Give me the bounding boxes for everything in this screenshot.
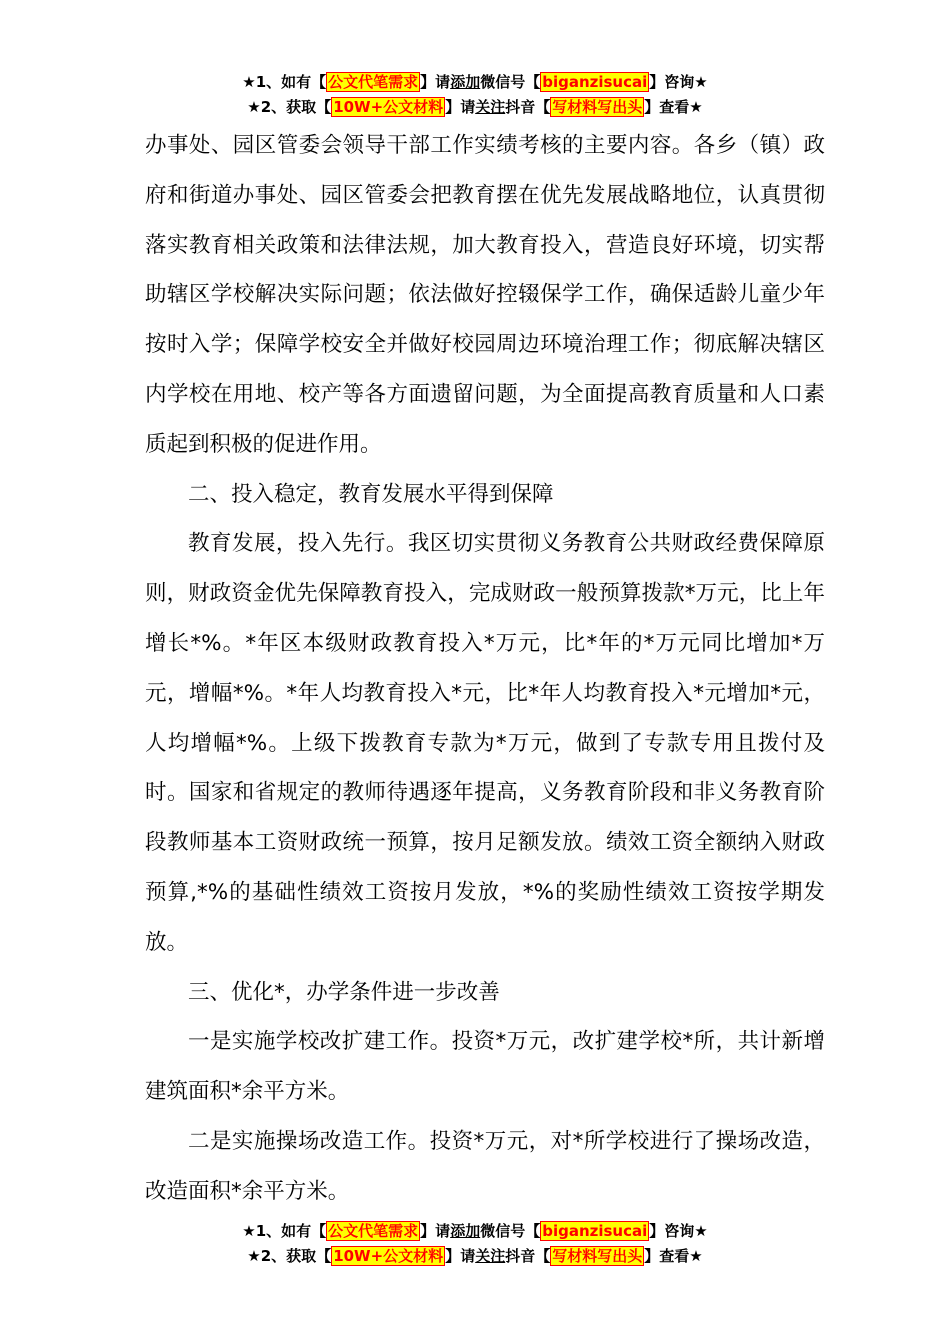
highlight-service: 公文代笔需求 [328, 73, 419, 91]
banner-text: 抖音【 [505, 1247, 551, 1265]
banner-text: 】查看★ [644, 98, 703, 116]
banner-text: 】请 [445, 98, 476, 116]
banner-text: 微信号【 [480, 73, 541, 91]
banner-text: 】请 [420, 73, 451, 91]
highlight-wechat-id: biganzisucai [542, 1222, 648, 1240]
section-heading: 二、投入稳定，教育发展水平得到保障 [188, 481, 554, 507]
highlight-materials: 10W+公文材料 [333, 98, 444, 116]
banner-text: 】查看★ [644, 1247, 703, 1265]
banner-text: 抖音【 [505, 98, 551, 116]
highlight-materials: 10W+公文材料 [333, 1247, 444, 1265]
banner-emphasis: 关注 [475, 98, 506, 116]
banner-text: 】咨询★ [649, 73, 708, 91]
banner-text: 】咨询★ [649, 1222, 708, 1240]
banner-text: 】请 [445, 1247, 476, 1265]
banner-line-1 [0, 70, 950, 95]
banner-text: ★1、如有【 [242, 73, 327, 91]
banner-line-1 [0, 1219, 950, 1244]
banner-text: ★2、获取【 [247, 98, 332, 116]
banner-text: 微信号【 [480, 1222, 541, 1240]
paragraph: 教育发展，投入先行。我区切实贯彻义务教育公共财政经费保障原则，财政资金优先保障教育投入，完成财政一般预算拨款*万元，比上年增长*%。*年区本级财政教育投入*万元，比*年的*万元同比增加*万元，增幅*%。*年人均教育投入*元，比*年人均教育投入*元增加*元，人均增幅*%。上级下拨教育专款为*万元，做到了专款专用且拨付及时。国家和省规定的教师待遇逐年提高，义务教育阶段和非义务教育阶段教师基本工资财政统一预算，按月足额发放。绩效工资全额纳入财政预算,*%的基础性绩效工资按月发放，*%的奖励性绩效工资按学期发放。 [145, 531, 825, 955]
banner-emphasis: 添加 [450, 73, 481, 91]
highlight-douyin: 写材料写出头 [552, 98, 643, 116]
highlight-wechat-id: biganzisucai [542, 73, 648, 91]
paragraph: 二是实施操场改造工作。投资*万元，对*所学校进行了操场改造，改造面积*余平方米。 [145, 1128, 825, 1204]
header-banner [0, 70, 950, 120]
banner-text: 】请 [420, 1222, 451, 1240]
banner-line-2 [0, 1244, 950, 1269]
banner-text: ★1、如有【 [242, 1222, 327, 1240]
footer-banner [0, 1219, 950, 1269]
paragraph: 一是实施学校改扩建工作。投资*万元，改扩建学校*所，共计新增建筑面积*余平方米。 [145, 1029, 825, 1105]
paragraph: 办事处、园区管委会领导干部工作实绩考核的主要内容。各乡（镇）政府和街道办事处、园区管委会把教育摆在优先发展战略地位，认真贯彻落实教育相关政策和法律法规，加大教育投入，营造良好环境，切实帮助辖区学校解决实际问题；依法做好控辍保学工作，确保适龄儿童少年按时入学；保障学校安全并做好校园周边环境治理工作；彻底解决辖区内学校在用地、校产等各方面遗留问题，为全面提高教育质量和人口素质起到积极的促进作用。 [145, 133, 825, 457]
banner-line-2 [0, 95, 950, 120]
section-heading: 三、优化*，办学条件进一步改善 [188, 979, 500, 1005]
banner-emphasis: 添加 [450, 1222, 481, 1240]
highlight-douyin: 写材料写出头 [552, 1247, 643, 1265]
banner-text: ★2、获取【 [247, 1247, 332, 1265]
document-body [145, 121, 825, 1217]
highlight-service: 公文代笔需求 [328, 1222, 419, 1240]
banner-emphasis: 关注 [475, 1247, 506, 1265]
